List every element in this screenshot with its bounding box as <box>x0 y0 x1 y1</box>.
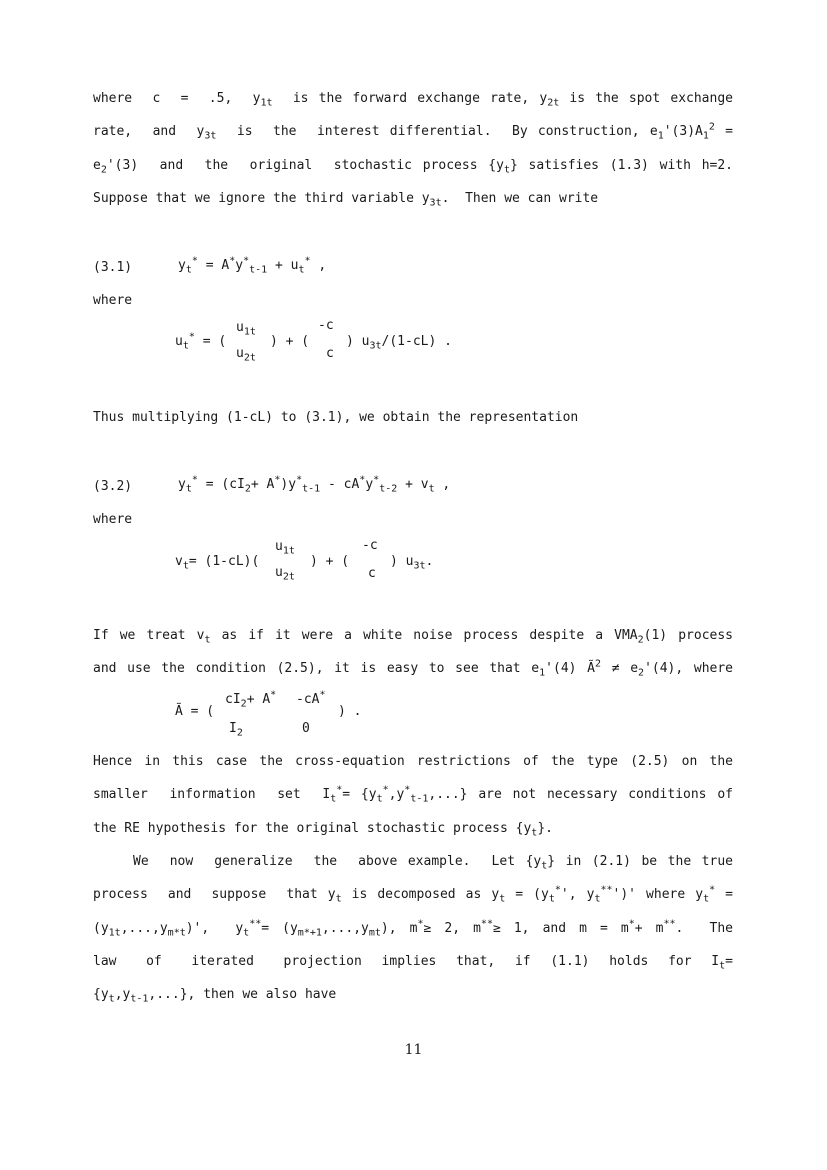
ustar-vector-2: c <box>326 346 334 361</box>
text-line: law of iterated projection implies that, if (1.1) holds for $I_t=$ <box>93 954 733 972</box>
text-line: Suppose that we ignore the third variable $y_{3t}$. Then we can write <box>93 191 599 209</box>
atilde-entry: -cA* <box>296 689 326 707</box>
ustar-vector-2: -c <box>318 318 334 333</box>
page-number: 11 <box>404 1042 423 1058</box>
vt-rhs: ) $u_{3t}$. <box>390 554 434 572</box>
ustar-lhs: $u_t^*$ = ( <box>175 331 227 352</box>
text-line: where c = .5, $y_{1t}$ is the forward exchange rate, $y_{2t}$ is the spot exchange <box>93 91 733 109</box>
ustar-vector-1: $u_{2t}$ <box>236 346 256 364</box>
ustar-mid: ) + ( <box>270 334 310 349</box>
vt-vector-2: -c <box>362 538 378 553</box>
text-line: rate, and $y_{3t}$ is the interest differential. By construction, $e_1'(3)A_1^2$ = <box>93 121 733 142</box>
vt-vector-2: c <box>368 566 376 581</box>
vt-vector-1: $u_{1t}$ <box>275 539 295 557</box>
text-line: smaller information set $I_t^*= \{y_t^*,y^*_{t-1},...\}$ are not necessary conditions of <box>93 784 733 805</box>
where-label: where <box>93 512 133 527</box>
text-line: We now generalize the above example. Let $\{y_t\}$ in (2.1) be the true <box>133 854 733 872</box>
vt-mid: ) + ( <box>310 554 350 569</box>
equation-3-1: $y_t^* = A^*y^*_{t-1} + u_t^*$ , <box>178 255 327 276</box>
vt-vector-1: $u_{2t}$ <box>275 565 295 583</box>
text-line: the RE hypothesis for the original stochastic process $\{y_t\}$. <box>93 821 553 839</box>
text-line: and use the condition (2.5), it is easy to see that $e_1'(4)$ $Ã^2 \ne e_2'(4)$, where <box>93 658 734 679</box>
text-line: $(y_{1t},...,y_{m*t})'$, $y_t^{**}= (y_{m*+1},...,y_{mt})$, m*≥ 2, m**≥ 1, and m = m*+ m**. The <box>93 918 733 939</box>
text-line: $e_2'(3)$ and the original stochastic process $\{y_t\}$ satisfies (1.3) with h=2. <box>93 158 733 176</box>
atilde-entry: $I_2$ <box>229 721 243 739</box>
atilde-entry: 0 <box>302 721 310 736</box>
text-line: Hence in this case the cross-equation restrictions of the type (2.5) on the <box>93 754 733 769</box>
equation-3-2: $y_t^* = (cI_2+ A^*)y^*_{t-1} - cA^*y^*_{t-2} + v_t$ , <box>178 474 451 495</box>
atilde-rhs: ) . <box>338 704 362 719</box>
equation-label: (3.2) <box>93 479 133 494</box>
ustar-rhs: ) $u_{3t}/(1-cL)$ . <box>346 334 452 352</box>
text-line: If we treat $v_t$ as if it were a white noise process despite a $VMA_2(1)$ process <box>93 628 733 646</box>
text-line: $\{y_t,y_{t-1},...\}$, then we also have <box>93 987 337 1005</box>
ustar-vector-1: $u_{1t}$ <box>236 320 256 338</box>
text-line: Thus multiplying (1-cL) to (3.1), we obtain the representation <box>93 410 579 425</box>
where-label: where <box>93 293 133 308</box>
atilde-entry: $cI_2+ A^*$ <box>225 689 277 710</box>
vt-lhs: $v_t= (1-cL)$( <box>175 554 260 572</box>
text-line: process and suppose that $y_t$ is decomposed as $y_t = (y_t^*'$, $y_t^{**}')'$ where $y_t^*$ = <box>93 884 734 905</box>
equation-label: (3.1) <box>93 260 133 275</box>
atilde-lhs: Ã = ( <box>175 704 215 719</box>
